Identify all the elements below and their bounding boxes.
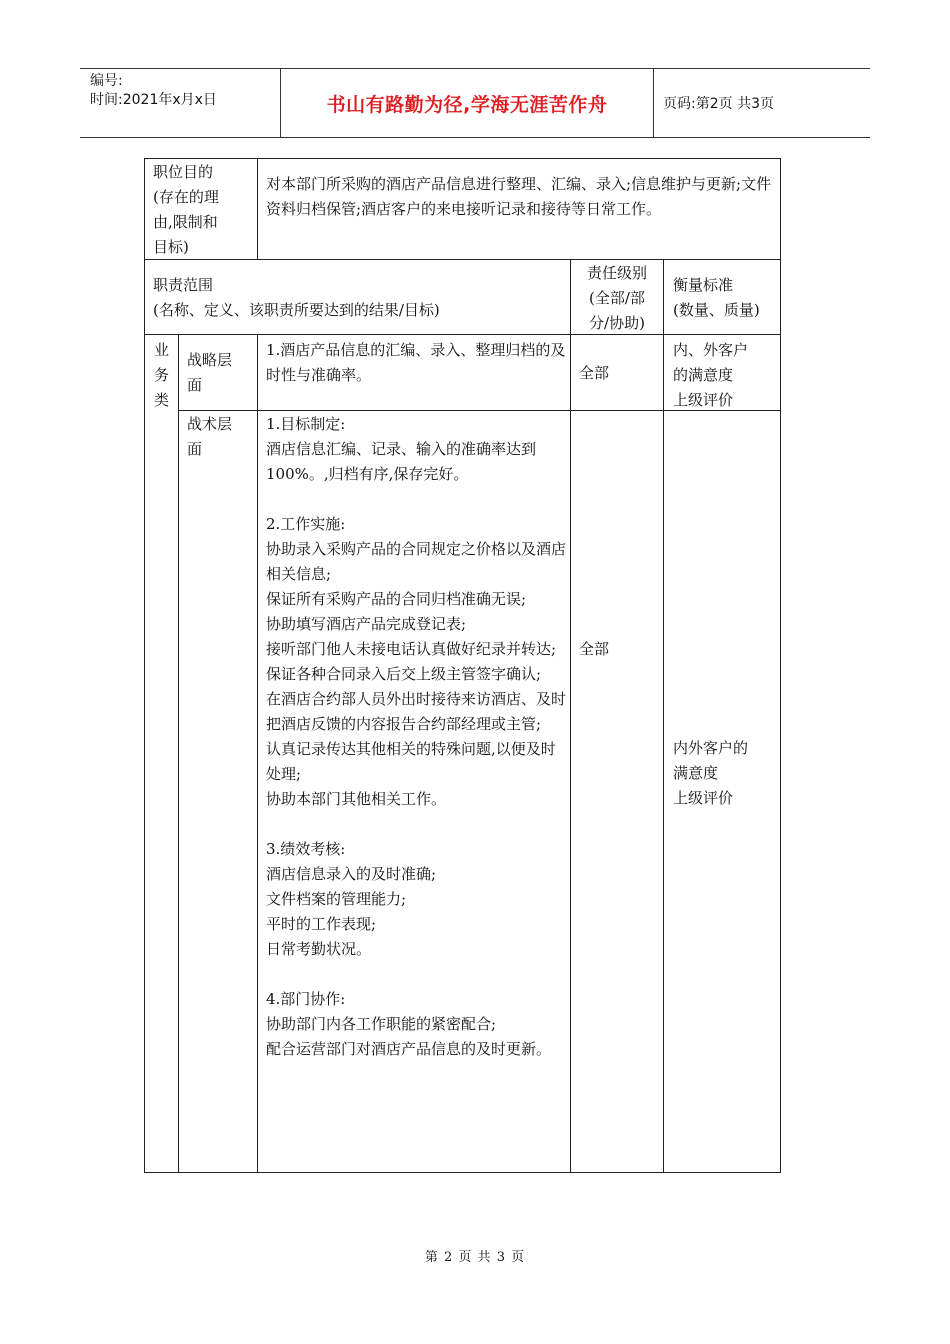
purpose-label: 职位目的 (存在的理 由,限制和 目标) [153,163,219,256]
tactical-measure: 内外客户的 满意度 上级评价 [673,739,749,807]
table-border-left [144,158,145,1173]
strategic-layer-label: 战略层 面 [187,351,233,394]
strategic-content: 1.酒店产品信息的汇编、录入、整理归档的及时性与准确率。 [266,341,566,384]
page-footer: 第 2 页 共 3 页 [424,1250,526,1265]
col-divider-category [178,334,179,1173]
col-divider-layer [257,334,258,1173]
job-description-table [144,158,781,1173]
measure-standard-header: 衡量标准 (数量、质量) [673,276,760,319]
table-border-top [144,158,781,159]
table-border-bottom [144,1172,781,1173]
category-label: 业 务 类 [154,341,170,409]
responsibility-level-header: 责任级别 (全部/部 分/协助) [586,264,647,332]
page-header [80,68,870,138]
header-slogan-cell [280,69,654,137]
table-border-right [780,158,781,1173]
strategic-measure: 内、外客户 的满意度 上级评价 [673,341,749,409]
row-divider-2 [144,334,781,335]
tactical-content: 1.目标制定: 酒店信息汇编、记录、输入的准确率达到100%。,归档有序,保存完好。 2.工作实施: 协助录入采购产品的合同规定之价格以及酒店相关信息; 保证所有采购产品的合同归档准确无误; 协助填写酒店产品完成登记表; 接听部门他人未接电话认真做好纪录并转达; 保证各种合同录入后交上级主管签字确认; 在酒店合约部人员外出时接待来访酒店、及时把酒店反馈的内容报告合约部经理或主管; 认真记录传达其他相关的特殊问题,以便及时处理; 协助本部门其他相关工作。 3.绩效考核: 酒店信息录入的及时准确; 文件档案的管理能力; 平时的工作表现; 日常考勤状况。 4.部门协作: 协助部门内各工作职能的紧密配合; 配合运营部门对酒店产品信息的及时更新。 [266,415,567,1058]
col-divider-measure [663,259,664,1173]
strategic-level: 全部 [579,364,610,382]
col-divider-purpose [257,158,258,259]
header-slogan: 书山有路勤为径,学海无涯苦作舟 [326,93,608,116]
header-meta [80,69,290,137]
document-number-label: 编号: [90,73,123,89]
document-time-label: 时间:2021年x月x日 [90,92,217,108]
tactical-layer-label: 战术层 面 [187,415,233,458]
purpose-text: 对本部门所采购的酒店产品信息进行整理、汇编、录入;信息维护与更新;文件资料归档保管;酒店客户的来电接听记录和接待等日常工作。 [266,175,772,218]
tactical-level: 全部 [579,640,610,658]
header-page-code: 页码:第2页 共3页 [663,96,774,112]
col-divider-level [570,259,571,1173]
duty-scope-header: 职责范围 (名称、定义、该职责所要达到的结果/目标) [153,276,440,319]
